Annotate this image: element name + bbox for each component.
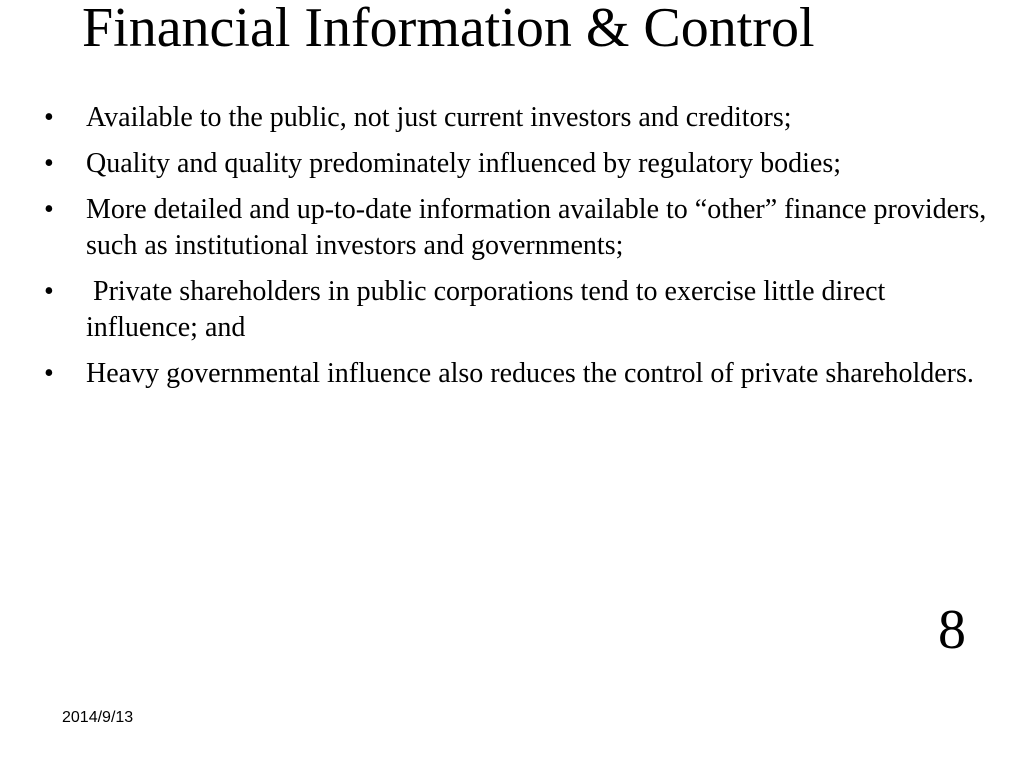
slide-number: 8 <box>938 599 966 661</box>
bullet-marker: • <box>44 276 54 307</box>
bullet-item <box>44 100 1004 136</box>
bullet-marker: • <box>44 358 54 389</box>
bullet-text: Heavy governmental influence also reduces the control of private shareholders. <box>86 358 974 389</box>
slide-date: 2014/9/13 <box>62 709 134 726</box>
bullet-item <box>44 192 1004 264</box>
bullet-item <box>44 146 1004 182</box>
bullet-list <box>44 100 1004 402</box>
bullet-item <box>44 356 1004 392</box>
bullet-item <box>44 274 1004 346</box>
bullet-text: Available to the public, not just current investors and creditors; <box>86 102 792 133</box>
bullet-marker: • <box>44 194 54 225</box>
bullet-text: Quality and quality predominately influenced by regulatory bodies; <box>86 148 842 179</box>
slide-title: Financial Information & Control <box>82 0 815 59</box>
bullet-marker: • <box>44 148 54 179</box>
bullet-marker: • <box>44 102 54 133</box>
bullet-text: Private shareholders in public corporations tend to exercise little direct influence; and <box>86 276 893 343</box>
bullet-text: More detailed and up-to-date information available to “other” finance providers, such as institutional investors and governments; <box>86 194 994 261</box>
